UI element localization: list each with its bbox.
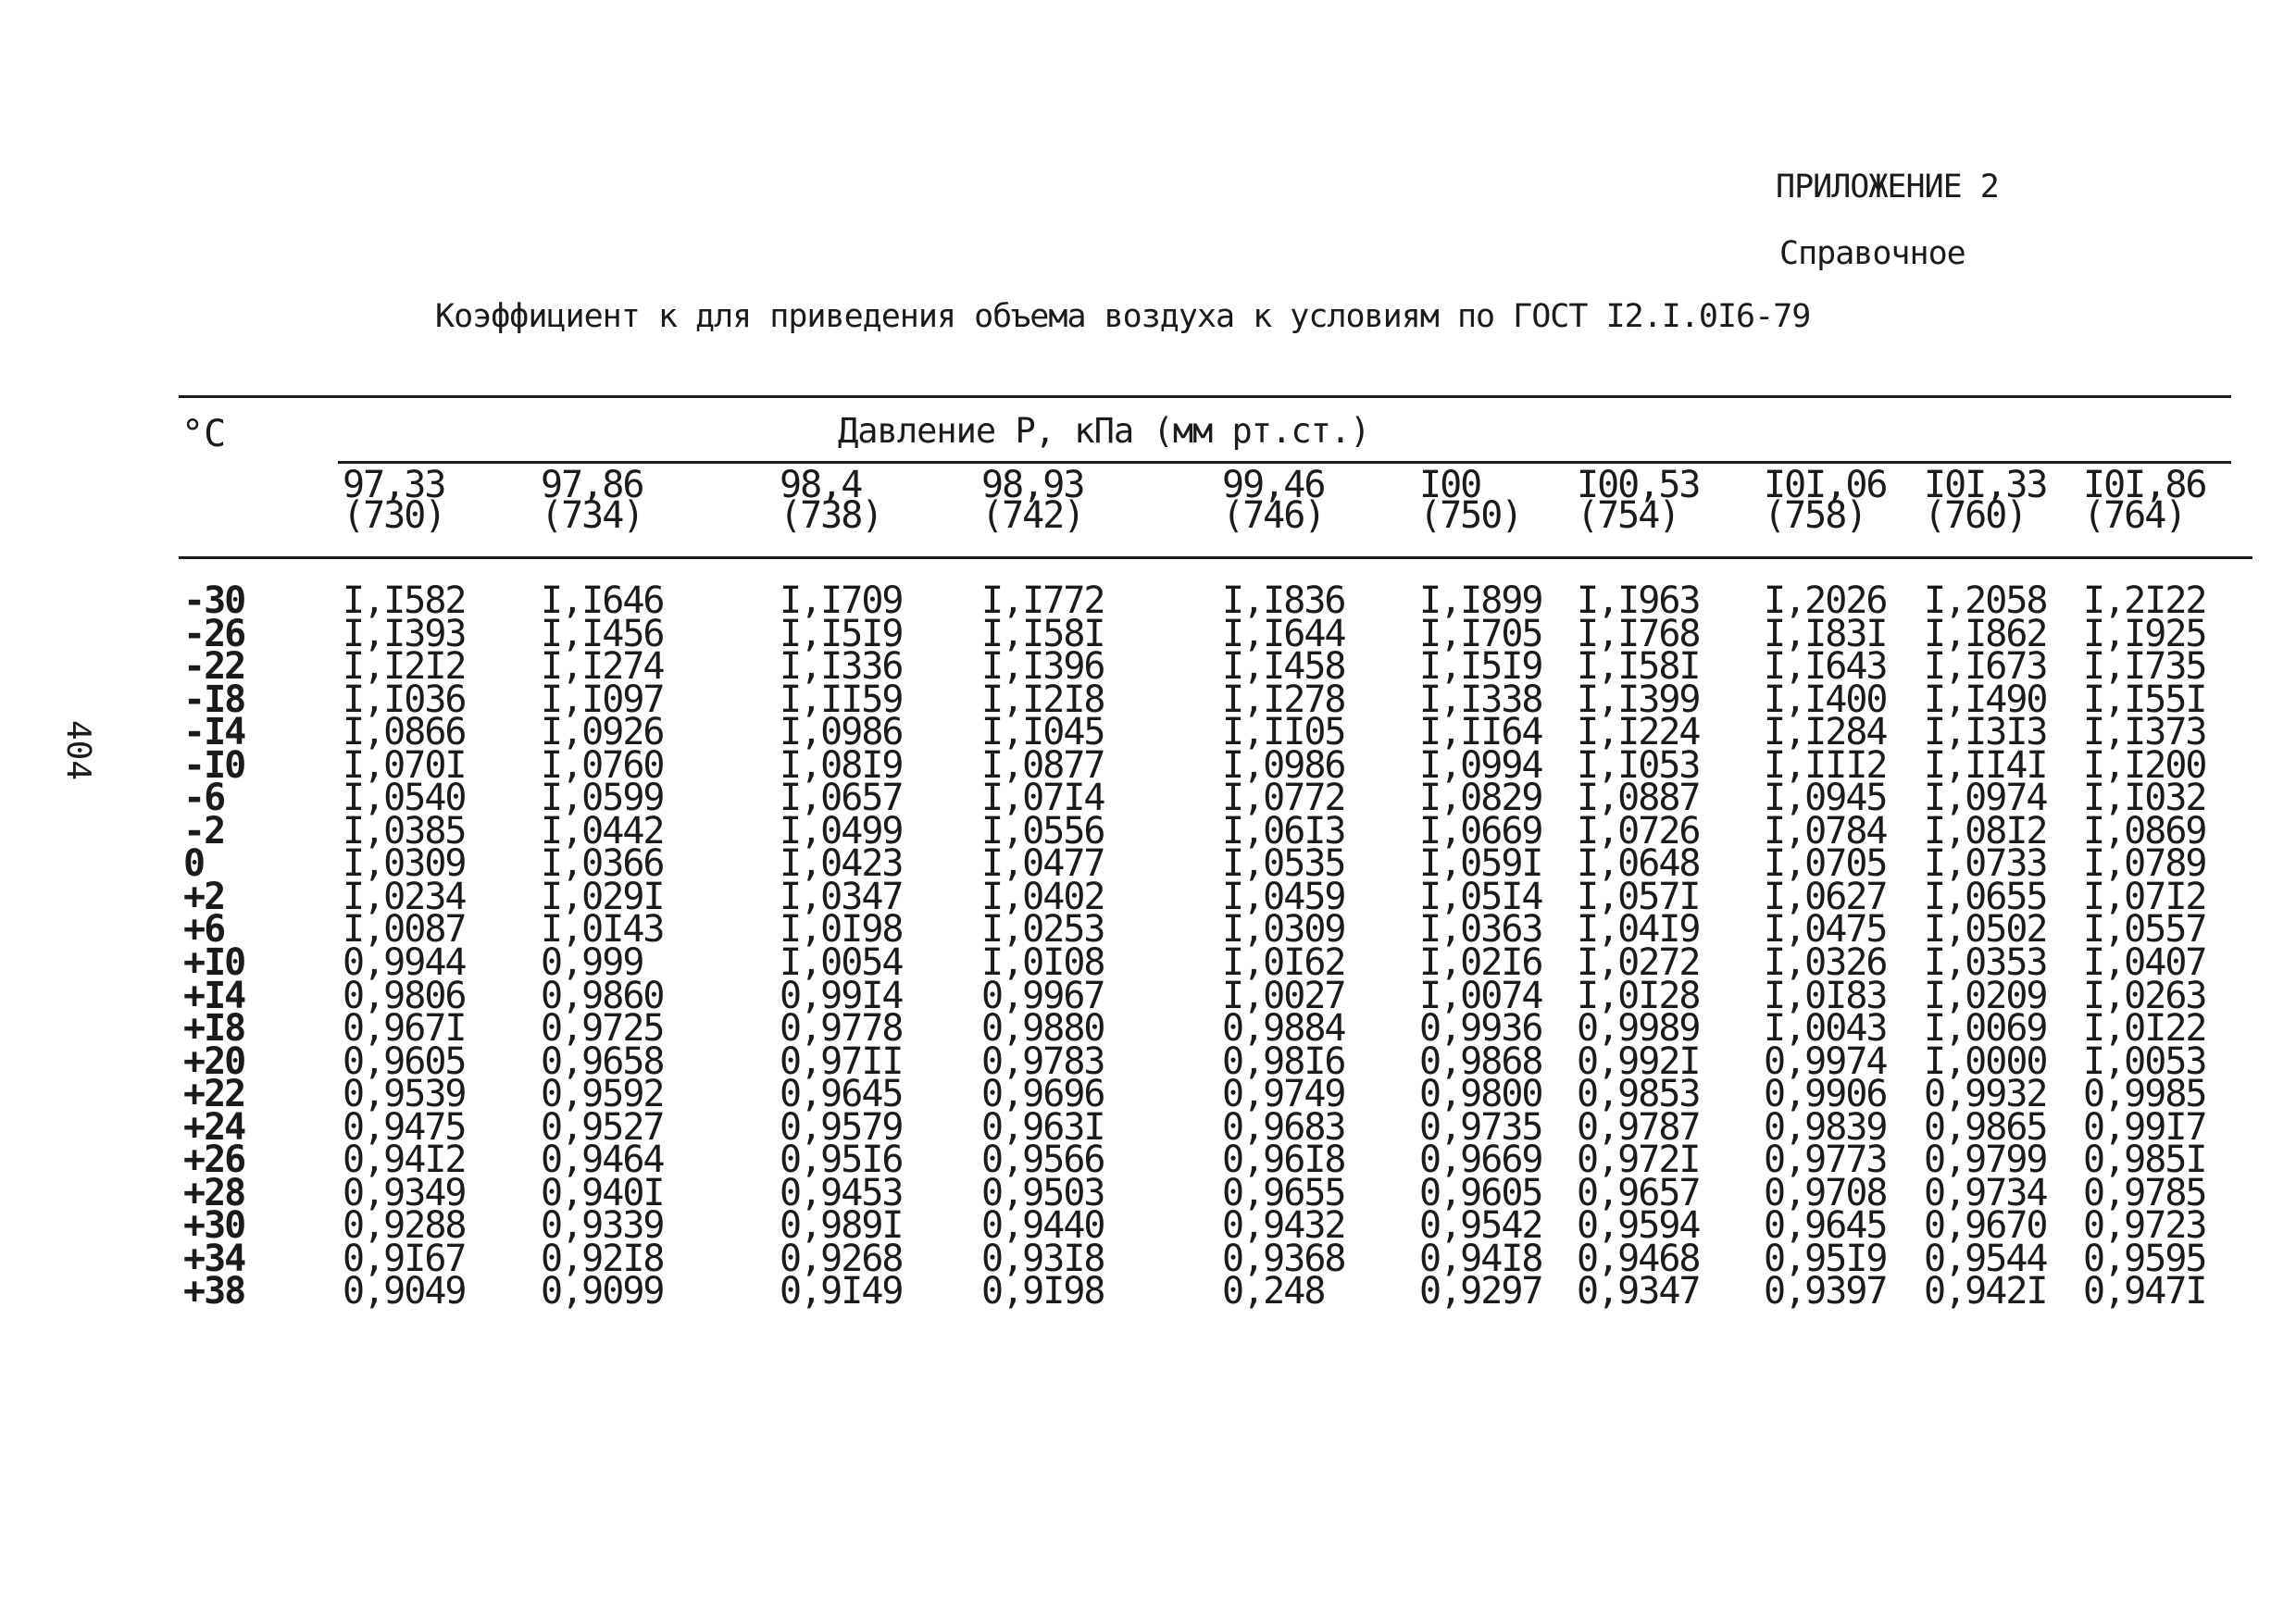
column-header [1764, 464, 1887, 537]
coefficient-cell: I,070I [343, 743, 466, 787]
coefficient-cell: I,0043 [1764, 1007, 1887, 1051]
coefficient-cell: I,I644 [1222, 612, 1345, 655]
coefficient-cell: I,I045 [981, 711, 1104, 754]
coefficient-cell: I,I032 [2083, 777, 2206, 820]
coefficient-cell: I,029I [541, 875, 664, 918]
coefficient-cell: 0,9453 [780, 1171, 903, 1214]
coefficient-cell: 0,9906 [1764, 1073, 1887, 1116]
coefficient-cell: I,I393 [343, 612, 466, 655]
coefficient-cell: I,I224 [1577, 711, 1700, 754]
coefficient-cell: 0,9658 [541, 1039, 664, 1083]
coefficient-cell: I,I58I [1577, 645, 1700, 689]
column-header [780, 464, 882, 537]
coefficient-cell: 0,9645 [780, 1073, 903, 1116]
coefficient-cell: 0,98I6 [1222, 1039, 1345, 1083]
temperature-cell: +6 [183, 908, 225, 952]
coefficient-cell: I,0784 [1764, 809, 1887, 853]
column-header [2083, 464, 2206, 537]
coefficient-cell: I,05I4 [1419, 875, 1542, 918]
coefficient-cell: 0,9605 [343, 1039, 466, 1083]
coefficient-cell: 0,9670 [1924, 1204, 2047, 1248]
coefficient-column [1419, 579, 1542, 1313]
coefficient-cell: 0,9967 [981, 974, 1104, 1017]
temperature-cell: -30 [183, 579, 245, 622]
coefficient-cell: 0,99I4 [780, 974, 903, 1017]
coefficient-cell: 0,9734 [1924, 1171, 2047, 1214]
coefficient-cell: 0,992I [1577, 1039, 1700, 1083]
coefficient-cell: I,0945 [1764, 777, 1887, 820]
temperature-cell: +28 [183, 1171, 245, 1214]
coefficient-cell: 0,947I [2083, 1270, 2206, 1313]
coefficient-cell: I,0087 [343, 908, 466, 952]
coefficient-cell: 0,9544 [1924, 1237, 2047, 1280]
temperature-cell: +20 [183, 1039, 245, 1083]
coefficient-cell: 0,9645 [1764, 1204, 1887, 1248]
temperature-cell: +22 [183, 1073, 245, 1116]
coefficient-cell: I,0366 [541, 842, 664, 886]
coefficient-cell: I,I200 [2083, 743, 2206, 787]
coefficient-cell: I,I5I9 [780, 612, 903, 655]
coefficient-cell: I,0I98 [780, 908, 903, 952]
coefficient-cell: I,I400 [1764, 678, 1887, 721]
coefficient-cell: I,0407 [2083, 941, 2206, 985]
column-header-kpa: I0I,86 [2083, 464, 2206, 506]
coefficient-cell: I,0475 [1764, 908, 1887, 952]
coefficient-cell: I,I399 [1577, 678, 1700, 721]
coefficient-cell: 0,9749 [1222, 1073, 1345, 1116]
coefficient-cell: 0,9592 [541, 1073, 664, 1116]
coefficient-cell: I,0926 [541, 711, 664, 754]
column-header-kpa: I00,53 [1577, 464, 1700, 506]
coefficient-cell: 0,9468 [1577, 1237, 1700, 1280]
coefficient-cell: 0,93I8 [981, 1237, 1104, 1280]
coefficient-cell: I,I83I [1764, 612, 1887, 655]
column-header [1419, 464, 1522, 537]
temperature-cell: +2 [183, 875, 225, 918]
coefficient-cell: 0,9657 [1577, 1171, 1700, 1214]
coefficient-cell: I,0669 [1419, 809, 1542, 853]
coefficient-cell: 0,972I [1577, 1139, 1700, 1182]
coefficient-cell: I,0627 [1764, 875, 1887, 918]
coefficient-cell: I,0535 [1222, 842, 1345, 886]
coefficient-cell: I,0887 [1577, 777, 1700, 820]
coefficient-column [541, 579, 664, 1313]
column-header-mmhg: (760) [1924, 494, 2027, 537]
coefficient-cell: 0,9440 [981, 1204, 1104, 1248]
coefficient-cell: 0,9397 [1764, 1270, 1887, 1313]
coefficient-cell: I,I963 [1577, 579, 1700, 622]
coefficient-cell: I,I336 [780, 645, 903, 689]
coefficient-column [1577, 579, 1700, 1313]
coefficient-cell: I,06I3 [1222, 809, 1345, 853]
coefficient-cell: I,08I9 [780, 743, 903, 787]
coefficient-cell: I,02I6 [1419, 941, 1542, 985]
coefficient-cell: I,0556 [981, 809, 1104, 853]
coefficient-cell: I,0I22 [2083, 1007, 2206, 1051]
coefficient-cell: 0,9049 [343, 1270, 466, 1313]
coefficient-column [780, 579, 903, 1313]
coefficient-cell: I,2I22 [2083, 579, 2206, 622]
coefficient-cell: 0,9099 [541, 1270, 664, 1313]
table-top-rule [179, 395, 2231, 398]
coefficient-cell: I,I646 [541, 579, 664, 622]
column-header-mmhg: (730) [343, 494, 445, 537]
coefficient-cell: I,0655 [1924, 875, 2047, 918]
coefficient-cell: 0,9349 [343, 1171, 466, 1214]
coefficient-cell: I,I278 [1222, 678, 1345, 721]
coefficient-cell: I,I55I [2083, 678, 2206, 721]
coefficient-cell: 0,92I8 [541, 1237, 664, 1280]
coefficient-cell: I,0657 [780, 777, 903, 820]
coefficient-cell: I,I58I [981, 612, 1104, 655]
coefficient-cell: I,059I [1419, 842, 1542, 886]
coefficient-cell: 0,9723 [2083, 1204, 2206, 1248]
coefficient-cell: 0,9669 [1419, 1139, 1542, 1182]
coefficient-cell: I,I490 [1924, 678, 2047, 721]
coefficient-cell: 0,9974 [1764, 1039, 1887, 1083]
coefficient-cell: 0,9595 [2083, 1237, 2206, 1280]
coefficient-cell: 0,9432 [1222, 1204, 1345, 1248]
coefficient-cell: I,I735 [2083, 645, 2206, 689]
coefficient-cell: I,I925 [2083, 612, 2206, 655]
coefficient-cell: 0,9696 [981, 1073, 1104, 1116]
coefficient-cell: 0,985I [2083, 1139, 2206, 1182]
coefficient-cell: 0,9865 [1924, 1105, 2047, 1149]
coefficient-cell: 0,9735 [1419, 1105, 1542, 1149]
column-header-mmhg: (758) [1764, 494, 1866, 537]
temperature-cell: -I0 [183, 743, 245, 787]
coefficient-column [2083, 579, 2206, 1313]
coefficient-cell: I,0053 [2083, 1039, 2206, 1083]
coefficient-cell: I,0000 [1924, 1039, 2047, 1083]
coefficient-cell: I,0363 [1419, 908, 1542, 952]
temperature-unit-header: °C [181, 413, 227, 455]
coefficient-cell: I,0648 [1577, 842, 1700, 886]
coefficient-cell: I,0209 [1924, 974, 2047, 1017]
temperature-cell: -22 [183, 645, 245, 689]
coefficient-cell: 0,942I [1924, 1270, 2047, 1313]
page-number: 404 [59, 719, 98, 781]
coefficient-cell: 0,94I2 [343, 1139, 466, 1182]
temperature-cell: +24 [183, 1105, 245, 1149]
coefficient-cell: I,04I9 [1577, 908, 1700, 952]
coefficient-cell: I,I5I9 [1419, 645, 1542, 689]
coefficient-cell: I,0502 [1924, 908, 2047, 952]
coefficient-cell: I,I456 [541, 612, 664, 655]
coefficient-cell: I,I899 [1419, 579, 1542, 622]
coefficient-column [1924, 579, 2047, 1313]
coefficient-cell: 0,9868 [1419, 1039, 1542, 1083]
coefficient-cell: I,0829 [1419, 777, 1542, 820]
coefficient-cell: 0,9860 [541, 974, 664, 1017]
coefficient-cell: I,0I83 [1764, 974, 1887, 1017]
coefficient-cell: 0,9985 [2083, 1073, 2206, 1116]
coefficient-cell: I,0869 [2083, 809, 2206, 853]
coefficient-cell: I,0599 [541, 777, 664, 820]
coefficient-cell: 0,9I67 [343, 1237, 466, 1280]
coefficient-cell: 0,99I7 [2083, 1105, 2206, 1149]
coefficient-cell: 0,9708 [1764, 1171, 1887, 1214]
coefficient-cell: I,III2 [1764, 743, 1887, 787]
appendix-label: ПРИЛОЖЕНИЕ 2 [1776, 168, 1999, 205]
coefficient-cell: I,07I4 [981, 777, 1104, 820]
coefficient-cell: 0,94I8 [1419, 1237, 1542, 1280]
coefficient-cell: I,I709 [780, 579, 903, 622]
column-header-mmhg: (738) [780, 494, 882, 537]
coefficient-cell: 0,9566 [981, 1139, 1104, 1182]
coefficient-cell: I,I3I3 [1924, 711, 2047, 754]
temperature-cell: -6 [183, 777, 225, 820]
column-header [541, 464, 643, 537]
coefficient-column [1222, 579, 1345, 1313]
coefficient-cell: I,0986 [780, 711, 903, 754]
coefficient-cell: I,0347 [780, 875, 903, 918]
coefficient-cell: I,0994 [1419, 743, 1542, 787]
coefficient-cell: 0,9542 [1419, 1204, 1542, 1248]
coefficient-cell: I,0069 [1924, 1007, 2047, 1051]
coefficient-cell: 0,95I9 [1764, 1237, 1887, 1280]
column-header-mmhg: (750) [1419, 494, 1522, 537]
coefficient-cell: I,I458 [1222, 645, 1345, 689]
coefficient-cell: I,0772 [1222, 777, 1345, 820]
coefficient-cell: I,II64 [1419, 711, 1542, 754]
coefficient-cell: I,0353 [1924, 941, 2047, 985]
coefficient-cell: I,I373 [2083, 711, 2206, 754]
coefficient-cell: 0,9936 [1419, 1007, 1542, 1051]
coefficient-cell: I,0733 [1924, 842, 2047, 886]
coefficient-cell: 0,9503 [981, 1171, 1104, 1214]
coefficient-cell: I,I053 [1577, 743, 1700, 787]
column-header-mmhg: (746) [1222, 494, 1325, 537]
coefficient-cell: 0,248 [1222, 1270, 1325, 1313]
coefficient-cell: 0,9297 [1419, 1270, 1542, 1313]
coefficient-cell: 0,9725 [541, 1007, 664, 1051]
coefficient-cell: 0,9944 [343, 941, 466, 985]
coefficient-cell: 0,9806 [343, 974, 466, 1017]
column-header [981, 464, 1084, 537]
table-title: Коэффициент к для приведения объема воздуха к условиям по ГОСТ I2.I.0I6-79 [435, 298, 1811, 335]
coefficient-cell: 0,95I6 [780, 1139, 903, 1182]
coefficient-cell: I,0I62 [1222, 941, 1345, 985]
coefficient-cell: I,0027 [1222, 974, 1345, 1017]
column-header-kpa: 98,93 [981, 464, 1084, 506]
temperature-cell: 0 [183, 842, 205, 886]
coefficient-cell: I,0234 [343, 875, 466, 918]
coefficient-cell: I,II59 [780, 678, 903, 721]
coefficient-cell: I,I274 [541, 645, 664, 689]
coefficient-cell: I,0866 [343, 711, 466, 754]
coefficient-cell: 0,9989 [1577, 1007, 1700, 1051]
column-header [1924, 464, 2047, 537]
coefficient-cell: 0,9475 [343, 1105, 466, 1149]
coefficient-column [981, 579, 1104, 1313]
coefficient-cell: I,I097 [541, 678, 664, 721]
coefficient-cell: I,I862 [1924, 612, 2047, 655]
coefficient-cell: I,0760 [541, 743, 664, 787]
coefficient-cell: I,I768 [1577, 612, 1700, 655]
coefficient-cell: I,08I2 [1924, 809, 2047, 853]
coefficient-cell: I,I582 [343, 579, 466, 622]
coefficient-cell: I,0986 [1222, 743, 1345, 787]
coefficient-cell: I,II05 [1222, 711, 1345, 754]
column-header-kpa: 97,33 [343, 464, 445, 506]
column-header-kpa: 99,46 [1222, 464, 1325, 506]
coefficient-cell: 0,9884 [1222, 1007, 1345, 1051]
column-header-mmhg: (764) [2083, 494, 2186, 537]
coefficient-cell: 0,97II [780, 1039, 903, 1083]
coefficient-cell: I,0477 [981, 842, 1104, 886]
coefficient-cell: 0,9268 [780, 1237, 903, 1280]
column-header-kpa: I00 [1419, 464, 1481, 506]
coefficient-cell: 0,967I [343, 1007, 466, 1051]
coefficient-cell: I,0385 [343, 809, 466, 853]
coefficient-cell: I,I036 [343, 678, 466, 721]
temperature-cell: -2 [183, 809, 225, 853]
coefficient-cell: I,I643 [1764, 645, 1887, 689]
coefficient-cell: I,0877 [981, 743, 1104, 787]
coefficient-cell: I,II4I [1924, 743, 2047, 787]
coefficient-cell: 0,940I [541, 1171, 664, 1214]
column-header-kpa: 98,4 [780, 464, 862, 506]
coefficient-cell: 0,9783 [981, 1039, 1104, 1083]
header-bottom-rule [179, 556, 2252, 559]
temperature-cell: +26 [183, 1139, 245, 1182]
column-header-mmhg: (754) [1577, 494, 1679, 537]
temperature-cell: -26 [183, 612, 245, 655]
coefficient-cell: I,0402 [981, 875, 1104, 918]
coefficient-cell: I,0054 [780, 941, 903, 985]
temperature-column [183, 579, 245, 1313]
coefficient-cell: I,I705 [1419, 612, 1542, 655]
coefficient-cell: I,0326 [1764, 941, 1887, 985]
pressure-header: Давление P, кПа (мм рт.ст.) [838, 411, 1370, 451]
coefficient-cell: I,057I [1577, 875, 1700, 918]
coefficient-cell: I,0423 [780, 842, 903, 886]
coefficient-cell: 0,9839 [1764, 1105, 1887, 1149]
coefficient-cell: I,I673 [1924, 645, 2047, 689]
coefficient-cell: 0,9799 [1924, 1139, 2047, 1182]
coefficient-cell: 0,9288 [343, 1204, 466, 1248]
coefficient-cell: I,I396 [981, 645, 1104, 689]
coefficient-cell: I,I284 [1764, 711, 1887, 754]
coefficient-cell: 0,9880 [981, 1007, 1104, 1051]
coefficient-cell: I,0309 [343, 842, 466, 886]
coefficient-cell: 0,9594 [1577, 1204, 1700, 1248]
column-header-kpa: I0I,33 [1924, 464, 2047, 506]
coefficient-cell: I,I2I8 [981, 678, 1104, 721]
column-header-kpa: I0I,06 [1764, 464, 1887, 506]
coefficient-cell: I,0499 [780, 809, 903, 853]
coefficient-cell: I,0272 [1577, 941, 1700, 985]
coefficient-cell: I,0442 [541, 809, 664, 853]
temperature-cell: +I4 [183, 974, 245, 1017]
coefficient-cell: I,0459 [1222, 875, 1345, 918]
coefficient-cell: 0,9I98 [981, 1270, 1104, 1313]
coefficient-cell: 0,963I [981, 1105, 1104, 1149]
coefficient-column [343, 579, 466, 1313]
coefficient-cell: 0,9579 [780, 1105, 903, 1149]
temperature-cell: +I0 [183, 941, 245, 985]
coefficient-cell: I,2026 [1764, 579, 1887, 622]
coefficient-cell: 0,9464 [541, 1139, 664, 1182]
coefficient-cell: 0,989I [780, 1204, 903, 1248]
coefficient-cell: 0,9368 [1222, 1237, 1345, 1280]
coefficient-cell: 0,96I8 [1222, 1139, 1345, 1182]
coefficient-cell: I,0253 [981, 908, 1104, 952]
coefficient-cell: I,0263 [2083, 974, 2206, 1017]
coefficient-cell: I,07I2 [2083, 875, 2206, 918]
coefficient-cell: I,0309 [1222, 908, 1345, 952]
coefficient-column [1764, 579, 1887, 1313]
temperature-cell: +34 [183, 1237, 245, 1280]
temperature-cell: -I4 [183, 711, 245, 754]
coefficient-cell: 0,9800 [1419, 1073, 1542, 1116]
coefficient-cell: I,0I08 [981, 941, 1104, 985]
coefficient-cell: I,0I28 [1577, 974, 1700, 1017]
temperature-cell: +30 [183, 1204, 245, 1248]
coefficient-cell: 0,9853 [1577, 1073, 1700, 1116]
reference-note: Справочное [1779, 235, 1965, 272]
coefficient-cell: I,I836 [1222, 579, 1345, 622]
temperature-cell: -I8 [183, 678, 245, 721]
column-header [1577, 464, 1700, 537]
coefficient-cell: I,0540 [343, 777, 466, 820]
coefficient-cell: 0,9339 [541, 1204, 664, 1248]
coefficient-cell: 0,9655 [1222, 1171, 1345, 1214]
coefficient-cell: I,I772 [981, 579, 1104, 622]
temperature-cell: +I8 [183, 1007, 245, 1051]
coefficient-cell: 0,9605 [1419, 1171, 1542, 1214]
coefficient-cell: 0,9347 [1577, 1270, 1700, 1313]
coefficient-cell: I,2058 [1924, 579, 2047, 622]
coefficient-cell: I,0074 [1419, 974, 1542, 1017]
column-header-mmhg: (734) [541, 494, 643, 537]
coefficient-cell: 0,999 [541, 941, 643, 985]
column-header [1222, 464, 1325, 537]
coefficient-cell: I,0705 [1764, 842, 1887, 886]
coefficient-cell: I,0I43 [541, 908, 664, 952]
coefficient-cell: I,0789 [2083, 842, 2206, 886]
coefficient-cell: I,0557 [2083, 908, 2206, 952]
coefficient-cell: 0,9539 [343, 1073, 466, 1116]
coefficient-cell: 0,9773 [1764, 1139, 1887, 1182]
column-header-mmhg: (742) [981, 494, 1084, 537]
column-header [343, 464, 445, 537]
coefficient-cell: I,0726 [1577, 809, 1700, 853]
coefficient-cell: 0,9778 [780, 1007, 903, 1051]
temperature-cell: +38 [183, 1270, 245, 1313]
coefficient-cell: I,I2I2 [343, 645, 466, 689]
coefficient-cell: 0,9932 [1924, 1073, 2047, 1116]
coefficient-cell: 0,9787 [1577, 1105, 1700, 1149]
coefficient-cell: 0,9527 [541, 1105, 664, 1149]
column-header-kpa: 97,86 [541, 464, 643, 506]
coefficient-cell: I,I338 [1419, 678, 1542, 721]
coefficient-cell: 0,9785 [2083, 1171, 2206, 1214]
coefficient-cell: 0,9683 [1222, 1105, 1345, 1149]
coefficient-cell: 0,9I49 [780, 1270, 903, 1313]
coefficient-cell: I,0974 [1924, 777, 2047, 820]
